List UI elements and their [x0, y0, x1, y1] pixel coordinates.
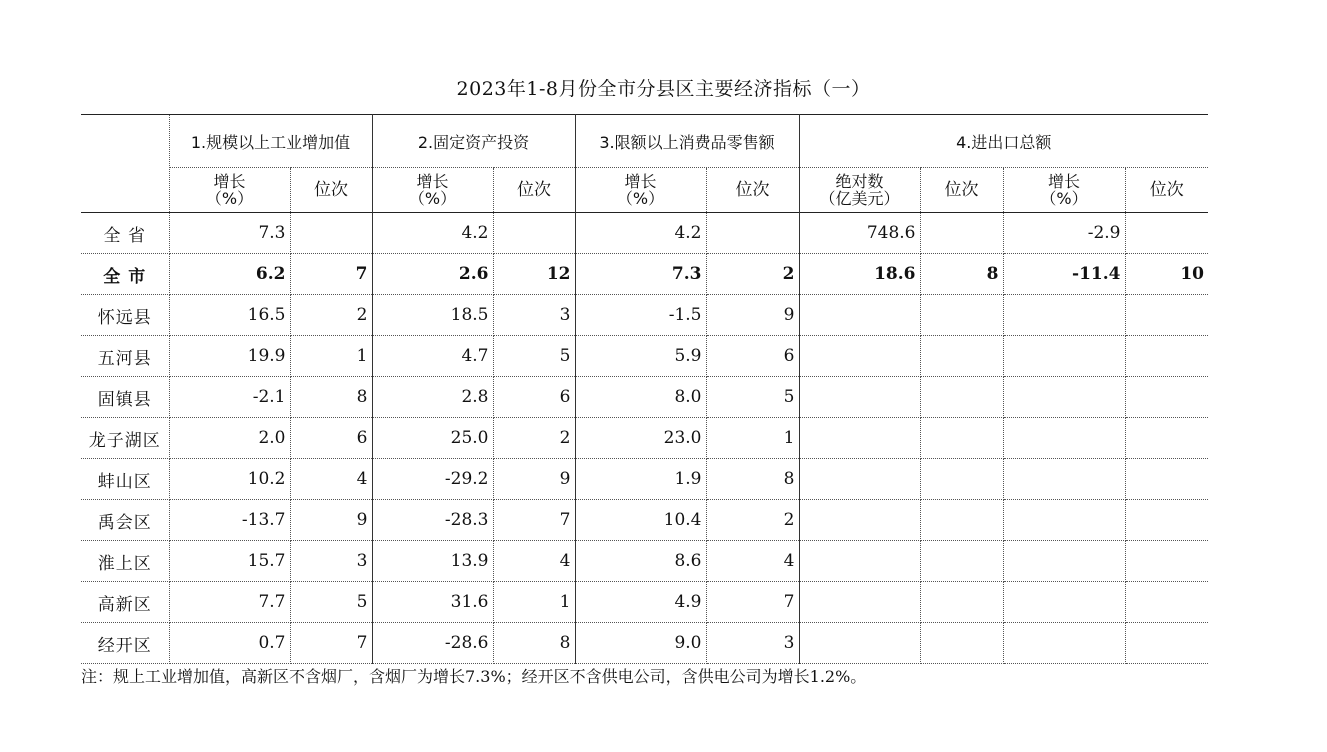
region-name-cell: 固镇县 [81, 377, 169, 418]
col-header-investment-rank: 位次 [493, 168, 575, 213]
retail-growth-cell: 7.3 [575, 254, 706, 295]
table-row [81, 541, 1208, 582]
industry-rank-cell: 7 [290, 623, 372, 664]
industry-growth-cell: 2.0 [169, 418, 290, 459]
investment-growth-cell: 4.7 [372, 336, 493, 377]
trade-growth-cell [1003, 459, 1125, 500]
trade-growth-cell: -2.9 [1003, 213, 1125, 254]
industry-growth-cell: 0.7 [169, 623, 290, 664]
trade-absolute-rank-cell [920, 213, 1003, 254]
col-header-trade-rank: 位次 [1125, 168, 1208, 213]
col-header-trade-absolute-rank: 位次 [920, 168, 1003, 213]
trade-absolute-cell [799, 459, 920, 500]
table-row [81, 295, 1208, 336]
industry-rank-cell: 2 [290, 295, 372, 336]
trade-absolute-rank-cell [920, 336, 1003, 377]
group-header-investment: 2.固定资产投资 [372, 115, 575, 168]
industry-growth-cell: 16.5 [169, 295, 290, 336]
retail-growth-cell: 5.9 [575, 336, 706, 377]
retail-rank-cell: 2 [706, 500, 799, 541]
investment-rank-cell: 8 [493, 623, 575, 664]
trade-growth-cell: -11.4 [1003, 254, 1125, 295]
trade-absolute-cell: 748.6 [799, 213, 920, 254]
retail-rank-cell: 9 [706, 295, 799, 336]
retail-growth-cell: 23.0 [575, 418, 706, 459]
trade-growth-cell [1003, 500, 1125, 541]
col-header-retail-growth: 增长 （%） [575, 168, 706, 213]
region-name-cell: 高新区 [81, 582, 169, 623]
trade-absolute-cell [799, 295, 920, 336]
retail-growth-cell: 4.9 [575, 582, 706, 623]
table-row [81, 377, 1208, 418]
trade-absolute-rank-cell [920, 541, 1003, 582]
trade-growth-cell [1003, 418, 1125, 459]
trade-absolute-rank-cell: 8 [920, 254, 1003, 295]
col-header-trade-absolute: 绝对数 （亿美元） [799, 168, 920, 213]
table-row [81, 336, 1208, 377]
investment-rank-cell: 7 [493, 500, 575, 541]
investment-rank-cell: 4 [493, 541, 575, 582]
industry-rank-cell: 7 [290, 254, 372, 295]
investment-rank-cell: 3 [493, 295, 575, 336]
retail-growth-cell: -1.5 [575, 295, 706, 336]
trade-rank-cell [1125, 623, 1208, 664]
investment-growth-cell: 31.6 [372, 582, 493, 623]
trade-rank-cell [1125, 377, 1208, 418]
retail-rank-cell [706, 213, 799, 254]
col-header-retail-rank: 位次 [706, 168, 799, 213]
industry-rank-cell: 5 [290, 582, 372, 623]
table-row [81, 213, 1208, 254]
table-row [81, 623, 1208, 664]
investment-growth-cell: 2.8 [372, 377, 493, 418]
table-row [81, 582, 1208, 623]
table-row [81, 418, 1208, 459]
retail-rank-cell: 3 [706, 623, 799, 664]
retail-rank-cell: 2 [706, 254, 799, 295]
region-name-cell: 怀远县 [81, 295, 169, 336]
indicator-table [81, 114, 1208, 664]
trade-rank-cell: 10 [1125, 254, 1208, 295]
industry-rank-cell [290, 213, 372, 254]
col-header-industry-rank: 位次 [290, 168, 372, 213]
retail-growth-cell: 8.0 [575, 377, 706, 418]
retail-rank-cell: 8 [706, 459, 799, 500]
trade-absolute-rank-cell [920, 623, 1003, 664]
trade-rank-cell [1125, 213, 1208, 254]
corner-cell [81, 115, 169, 213]
investment-growth-cell: 2.6 [372, 254, 493, 295]
trade-absolute-rank-cell [920, 295, 1003, 336]
table-row [81, 500, 1208, 541]
trade-absolute-rank-cell [920, 500, 1003, 541]
industry-growth-cell: 10.2 [169, 459, 290, 500]
investment-rank-cell: 2 [493, 418, 575, 459]
investment-rank-cell: 9 [493, 459, 575, 500]
retail-rank-cell: 5 [706, 377, 799, 418]
group-header-industry: 1.规模以上工业增加值 [169, 115, 372, 168]
retail-growth-cell: 9.0 [575, 623, 706, 664]
investment-rank-cell: 1 [493, 582, 575, 623]
trade-absolute-cell [799, 541, 920, 582]
trade-rank-cell [1125, 418, 1208, 459]
table-row [81, 254, 1208, 295]
trade-absolute-cell: 18.6 [799, 254, 920, 295]
investment-growth-cell: -28.3 [372, 500, 493, 541]
industry-growth-cell: 15.7 [169, 541, 290, 582]
table-body [81, 213, 1208, 664]
group-header-trade: 4.进出口总额 [799, 115, 1208, 168]
retail-rank-cell: 6 [706, 336, 799, 377]
retail-growth-cell: 10.4 [575, 500, 706, 541]
trade-rank-cell [1125, 582, 1208, 623]
industry-rank-cell: 4 [290, 459, 372, 500]
table-row [81, 459, 1208, 500]
trade-absolute-cell [799, 582, 920, 623]
trade-absolute-cell [799, 623, 920, 664]
trade-rank-cell [1125, 336, 1208, 377]
investment-growth-cell: 18.5 [372, 295, 493, 336]
retail-rank-cell: 4 [706, 541, 799, 582]
industry-rank-cell: 3 [290, 541, 372, 582]
region-name-cell: 禹会区 [81, 500, 169, 541]
trade-absolute-cell [799, 500, 920, 541]
group-header-row [81, 115, 1208, 168]
industry-rank-cell: 8 [290, 377, 372, 418]
col-header-industry-growth: 增长 （%） [169, 168, 290, 213]
col-header-trade-growth: 增长 （%） [1003, 168, 1125, 213]
table-title: 2023年1-8月份全市分县区主要经济指标（一） [456, 78, 871, 100]
investment-rank-cell: 6 [493, 377, 575, 418]
trade-absolute-cell [799, 418, 920, 459]
trade-growth-cell [1003, 295, 1125, 336]
region-name-cell: 全 省 [81, 213, 169, 254]
investment-growth-cell: -28.6 [372, 623, 493, 664]
region-name-cell: 全 市 [81, 254, 169, 295]
trade-growth-cell [1003, 541, 1125, 582]
retail-growth-cell: 4.2 [575, 213, 706, 254]
trade-growth-cell [1003, 582, 1125, 623]
footnote: 注：规上工业增加值，高新区不含烟厂，含烟厂为增长7.3%；经开区不含供电公司，含供电公司为增长1.2%。 [81, 667, 867, 686]
industry-rank-cell: 9 [290, 500, 372, 541]
trade-absolute-cell [799, 377, 920, 418]
investment-growth-cell: 25.0 [372, 418, 493, 459]
trade-absolute-rank-cell [920, 418, 1003, 459]
trade-absolute-cell [799, 336, 920, 377]
trade-growth-cell [1003, 336, 1125, 377]
industry-growth-cell: 7.7 [169, 582, 290, 623]
trade-growth-cell [1003, 623, 1125, 664]
trade-rank-cell [1125, 500, 1208, 541]
region-name-cell: 经开区 [81, 623, 169, 664]
region-name-cell: 五河县 [81, 336, 169, 377]
sub-header-row [81, 168, 1208, 213]
trade-absolute-rank-cell [920, 582, 1003, 623]
industry-growth-cell: 7.3 [169, 213, 290, 254]
investment-rank-cell [493, 213, 575, 254]
trade-rank-cell [1125, 459, 1208, 500]
group-header-retail: 3.限额以上消费品零售额 [575, 115, 799, 168]
region-name-cell: 蚌山区 [81, 459, 169, 500]
retail-rank-cell: 7 [706, 582, 799, 623]
industry-rank-cell: 1 [290, 336, 372, 377]
trade-absolute-rank-cell [920, 377, 1003, 418]
region-name-cell: 龙子湖区 [81, 418, 169, 459]
trade-rank-cell [1125, 541, 1208, 582]
investment-growth-cell: -29.2 [372, 459, 493, 500]
investment-rank-cell: 5 [493, 336, 575, 377]
retail-growth-cell: 8.6 [575, 541, 706, 582]
trade-growth-cell [1003, 377, 1125, 418]
industry-growth-cell: -2.1 [169, 377, 290, 418]
trade-absolute-rank-cell [920, 459, 1003, 500]
retail-growth-cell: 1.9 [575, 459, 706, 500]
industry-growth-cell: -13.7 [169, 500, 290, 541]
investment-rank-cell: 12 [493, 254, 575, 295]
trade-rank-cell [1125, 295, 1208, 336]
col-header-investment-growth: 增长 （%） [372, 168, 493, 213]
investment-growth-cell: 4.2 [372, 213, 493, 254]
region-name-cell: 淮上区 [81, 541, 169, 582]
industry-rank-cell: 6 [290, 418, 372, 459]
retail-rank-cell: 1 [706, 418, 799, 459]
industry-growth-cell: 6.2 [169, 254, 290, 295]
industry-growth-cell: 19.9 [169, 336, 290, 377]
investment-growth-cell: 13.9 [372, 541, 493, 582]
